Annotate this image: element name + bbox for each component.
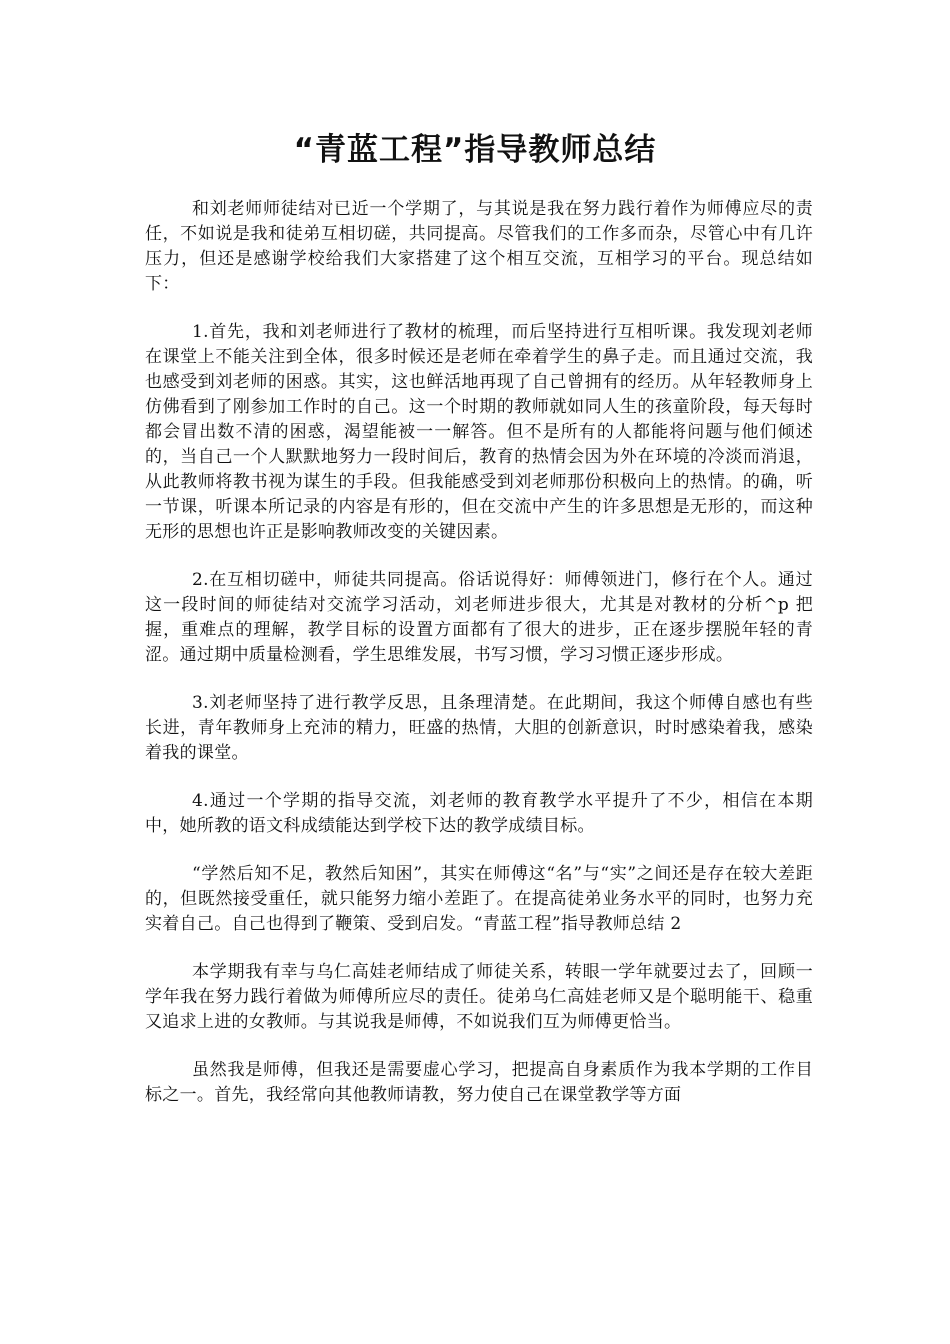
document-body (145, 197, 813, 1131)
paragraph-point-4: 4.通过一个学期的指导交流，刘老师的教育教学水平提升了不少，相信在本期中，她所教的语文科成绩能达到学校下达的教学成绩目标。 (145, 791, 813, 836)
paragraph-intro: 和刘老师师徒结对已近一个学期了，与其说是我在努力践行着作为师傅应尽的责任，不如说是我和徒弟互相切磋，共同提高。尽管我们的工作多而杂，尽管心中有几许压力，但还是感谢学校给我们大家搭建了这个相互交流，互相学习的平台。现总结如下： (145, 199, 813, 294)
paragraph-point-3: 3.刘老师坚持了进行教学反思，且条理清楚。在此期间，我这个师傅自感也有些长进，青年教师身上充沛的精力，旺盛的热情，大胆的创新意识，时时感染着我，感染着我的课堂。 (145, 693, 813, 763)
document-title: “青蓝工程”指导教师总结 (293, 132, 657, 168)
paragraph-conclusion: “学然后知不足，教然后知困”，其实在师傅这“名”与“实”之间还是存在较大差距的，但既然接受重任，就只能努力缩小差距了。在提高徒弟业务水平的同时，也努力充实着自己。自己也得到了鞭策、受到启发。“青蓝工程”指导教师总结 2 (145, 864, 813, 934)
paragraph-point-1: 1.首先，我和刘老师进行了教材的梳理，而后坚持进行互相听课。我发现刘老师在课堂上不能关注到全体，很多时候还是老师在牵着学生的鼻子走。而且通过交流，我也感受到刘老师的困惑。其实，这也鲜活地再现了自己曾拥有的经历。从年轻教师身上仿佛看到了刚参加工作时的自己。这一个时期的教师就如同人生的孩童阶段，每天每时都会冒出数不清的困惑，渴望能被一一解答。但不是所有的人都能将问题与他们倾述的，当自己一个人默默地努力一段时间后，教育的热情会因为外在环境的冷淡而消退，从此教师将教书视为谋生的手段。但我能感受到刘老师那份积极向上的热情。的确，听一节课，听课本所记录的内容是有形的，但在交流中产生的许多思想是无形的，而这种无形的思想也许正是影响教师改变的关键因素。 (145, 322, 813, 542)
paragraph-second-summary-intro: 本学期我有幸与乌仁高娃老师结成了师徒关系，转眼一学年就要过去了，回顾一学年我在努力践行着做为师傅所应尽的责任。徒弟乌仁高娃老师又是个聪明能干、稳重又追求上进的女教师。与其说我是师傅，不如说我们互为师傅更恰当。 (145, 962, 813, 1032)
paragraph-second-summary-learning: 虽然我是师傅，但我还是需要虚心学习，把提高自身素质作为我本学期的工作目标之一。首先，我经常向其他教师请教，努力使自己在课堂教学等方面 (145, 1060, 813, 1105)
paragraph-point-2: 2.在互相切磋中，师徒共同提高。俗话说得好：师傅领进门，修行在个人。通过这一段时间的师徒结对交流学习活动，刘老师进步很大，尤其是对教材的分析^p 把握，重难点的理解，教学目标的设置方面都有了很大的进步，正在逐步摆脱年轻的青涩。通过期中质量检测看，学生思维发展，书写习惯，学习习惯正逐步形成。 (145, 570, 813, 665)
